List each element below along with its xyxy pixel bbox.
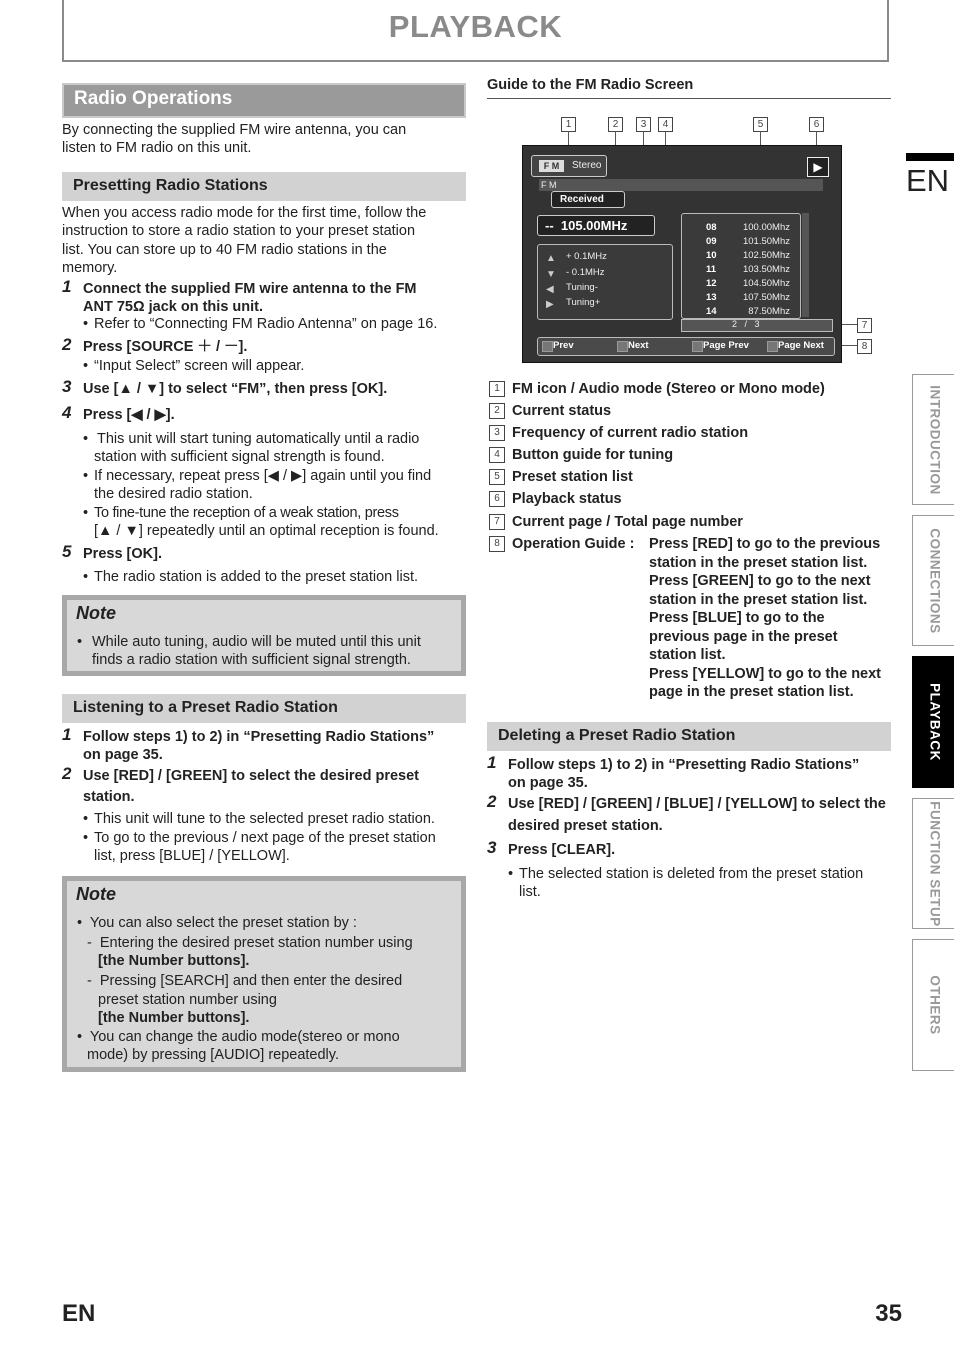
preset-number: 11 — [706, 264, 717, 275]
note-text: - Pressing [SEARCH] and then enter the desired — [87, 973, 403, 989]
legend-number: 7 — [489, 514, 505, 530]
op-guide-line: station list. — [649, 647, 726, 663]
left-arrow-icon: ◀ — [546, 284, 554, 295]
preset-number: 10 — [706, 250, 717, 261]
fm-radio-screen — [522, 145, 842, 363]
operation-guide-description — [649, 535, 881, 702]
legend-text: Frequency of current radio station — [512, 425, 749, 441]
tab-function-setup[interactable] — [912, 798, 954, 929]
bullet-text: To fine-tune the reception of a weak station, press — [94, 505, 399, 521]
blue-button-icon — [692, 341, 703, 352]
playback-status-icon: ▶ — [807, 157, 829, 177]
intro-line: list. You can store up to 40 FM radio stations in the — [62, 242, 387, 258]
preset-row[interactable] — [682, 275, 800, 289]
intro-line: memory. — [62, 260, 118, 276]
preset-number: 14 — [706, 306, 717, 317]
op-next[interactable]: Next — [628, 340, 649, 351]
down-arrow-icon: ▼ — [546, 269, 556, 280]
bullet-text: Refer to “Connecting FM Radio Antenna” on page 16. — [94, 316, 438, 332]
footer-language: EN — [62, 1300, 96, 1327]
op-guide-line: station in the preset station list. — [649, 554, 868, 571]
button-guide-text: - 0.1MHz — [566, 267, 605, 278]
divider — [487, 98, 891, 99]
step-text: Follow steps 1) to 2) in “Presetting Radio Stations” — [508, 757, 860, 773]
legend-text: Current page / Total page number — [512, 514, 743, 530]
legend-text: Playback status — [512, 491, 622, 507]
step-number: 1 — [62, 277, 72, 296]
op-prev[interactable]: Prev — [553, 340, 574, 351]
legend-number: 3 — [489, 425, 505, 441]
language-tab — [906, 153, 954, 161]
step-text: station. — [83, 789, 135, 805]
callout-7: 7 — [857, 318, 872, 333]
preset-row[interactable] — [682, 219, 800, 233]
op-guide-line: previous page in the preset — [649, 628, 838, 645]
bullet-text: “Input Select” screen will appear. — [94, 358, 305, 374]
bullet-text: list. — [519, 884, 541, 900]
tab-introduction[interactable] — [912, 374, 954, 505]
note-text: • You can change the audio mode(stereo or mono — [77, 1029, 400, 1045]
note-text: While auto tuning, audio will be muted until this unit — [92, 634, 421, 650]
bullet-text: If necessary, repeat press [◀ / ▶] again until you find — [94, 468, 432, 484]
legend-text: Current status — [512, 403, 612, 419]
legend-number: 2 — [489, 403, 505, 419]
callout-5: 5 — [753, 117, 768, 132]
legend-text: FM icon / Audio mode (Stereo or Mono mode) — [512, 381, 825, 397]
heading-text: Deleting a Preset Radio Station — [498, 727, 736, 744]
bullet-text: [▲ / ▼] repeatedly until an optimal reception is found. — [94, 523, 439, 539]
step-number: 3 — [487, 838, 497, 857]
intro-line: By connecting the supplied FM wire antenna, you can — [62, 122, 407, 138]
preset-frequency: 104.50Mhz — [742, 278, 790, 289]
step-number: 2 — [487, 792, 497, 811]
legend-number: 6 — [489, 491, 505, 507]
scrollbar[interactable] — [802, 213, 809, 317]
step-text: Press [CLEAR]. — [508, 842, 616, 858]
yellow-button-icon — [767, 341, 778, 352]
heading-text: Radio Operations — [74, 88, 233, 109]
bullet-text: The radio station is added to the preset station list. — [94, 569, 419, 585]
status-text: Received — [560, 194, 604, 205]
status-bar — [539, 179, 823, 191]
button-guide-text: Tuning- — [566, 282, 598, 293]
legend-number: 8 — [489, 536, 505, 552]
step-number: 1 — [62, 725, 72, 744]
op-guide-line: Press [RED] to go to the previous — [649, 536, 881, 552]
right-arrow-icon: ▶ — [546, 299, 554, 310]
step-number: 2 — [62, 335, 72, 354]
op-guide-line: Press [BLUE] to go to the — [649, 610, 825, 626]
preset-number: 08 — [706, 222, 717, 233]
step-text: Connect the supplied FM wire antenna to the FM — [83, 281, 417, 297]
step-text: Press [SOURCE ＋ / －]. — [83, 339, 248, 355]
step-text: Press [OK]. — [83, 546, 162, 562]
legend-text: Button guide for tuning — [512, 447, 674, 463]
preset-frequency: 103.50Mhz — [742, 264, 790, 275]
page-title: PLAYBACK — [388, 9, 563, 44]
note-text: • You can also select the preset station by : — [77, 915, 357, 931]
step-text: on page 35. — [508, 775, 588, 791]
intro-line: listen to FM radio on this unit. — [62, 140, 252, 156]
fm-mode-box — [531, 155, 607, 177]
note-title: Note — [76, 884, 116, 904]
preset-row[interactable] — [682, 247, 800, 261]
callout-2: 2 — [608, 117, 623, 132]
callout-3: 3 — [636, 117, 651, 132]
legend-text: Preset station list — [512, 469, 633, 485]
step-number: 5 — [62, 542, 72, 561]
red-button-icon — [542, 341, 553, 352]
legend-number: 4 — [489, 447, 505, 463]
bullet-text: station with sufficient signal strength is found. — [94, 449, 385, 465]
page-text: 2 / 3 — [732, 319, 760, 329]
note-text: preset station number using — [98, 992, 277, 1008]
preset-frequency: 87.50Mhz — [748, 306, 790, 317]
note-text: mode) by pressing [AUDIO] repeatedly. — [87, 1047, 339, 1063]
leader-line — [842, 345, 857, 346]
op-guide-line: station in the preset station list. — [649, 591, 868, 608]
tab-others[interactable] — [912, 939, 954, 1071]
preset-frequency: 101.50Mhz — [742, 236, 790, 247]
note-box — [62, 876, 466, 1072]
frequency-display — [537, 215, 655, 236]
callout-4: 4 — [658, 117, 673, 132]
section-title-radio-operations — [62, 83, 466, 118]
note-text: - Entering the desired preset station number using — [87, 935, 413, 951]
current-status — [551, 191, 625, 208]
audio-mode: Stereo — [572, 160, 602, 171]
preset-frequency: 102.50Mhz — [742, 250, 790, 261]
heading-text: Presetting Radio Stations — [73, 177, 268, 194]
step-text: on page 35. — [83, 747, 163, 763]
callout-6: 6 — [809, 117, 824, 132]
step-text: Follow steps 1) to 2) in “Presetting Radio Stations” — [83, 729, 435, 745]
preset-station-list — [681, 213, 801, 319]
intro-line: When you access radio mode for the first time, follow the — [62, 205, 427, 221]
bullet-text: This unit will start tuning automatically until a radio — [97, 431, 420, 447]
op-guide-line: Press [GREEN] to go to the next — [649, 573, 871, 589]
step-text: ANT 75Ω jack on this unit. — [83, 299, 264, 315]
op-page-next[interactable]: Page Next — [778, 340, 824, 351]
note-text: [the Number buttons]. — [98, 953, 250, 969]
heading-text: Listening to a Preset Radio Station — [73, 699, 338, 716]
step-text: Press [◀ / ▶]. — [83, 407, 175, 423]
step-number: 3 — [62, 377, 72, 396]
note-title: Note — [76, 603, 116, 623]
legend-number: 5 — [489, 469, 505, 485]
fm-label-small: F M — [541, 180, 557, 190]
note-box: Note • While auto tuning, audio will be muted until this unit finds a radio station with sufficient signal strength. — [62, 595, 466, 676]
note-text: [the Number buttons]. — [98, 1010, 250, 1026]
bullet-text: To go to the previous / next page of the preset station — [94, 830, 436, 846]
callout-8: 8 — [857, 339, 872, 354]
step-text: Use [▲ / ▼] to select “FM”, then press [OK]. — [83, 381, 388, 397]
op-page-prev[interactable]: Page Prev — [703, 340, 749, 351]
preset-number: 12 — [706, 278, 717, 289]
section-title-listening — [62, 694, 466, 723]
preset-number: 09 — [706, 236, 717, 247]
step-text: Use [RED] / [GREEN] to select the desired preset — [83, 768, 419, 784]
step-number: 2 — [62, 764, 72, 783]
language-label: EN — [906, 163, 950, 198]
tab-label: INTRODUCTION — [926, 384, 942, 495]
note-text: finds a radio station with sufficient signal strength. — [92, 652, 411, 668]
preset-number: 13 — [706, 292, 717, 303]
step-number: 4 — [62, 403, 72, 422]
preset-row[interactable] — [682, 289, 800, 303]
op-guide-line: Press [YELLOW] to go to the next — [649, 665, 882, 682]
button-guide-text: Tuning+ — [566, 297, 601, 308]
tuning-button-guide — [537, 244, 673, 320]
tab-playback[interactable] — [912, 656, 954, 788]
tab-connections[interactable] — [912, 515, 954, 646]
tab-label: CONNECTIONS — [926, 527, 942, 634]
tab-label: FUNCTION SETUP — [926, 800, 942, 927]
legend-number: 1 — [489, 381, 505, 397]
preset-row[interactable] — [682, 233, 800, 247]
preset-frequency: 100.00Mhz — [742, 222, 790, 233]
op-guide-line: page in the preset station list. — [649, 684, 854, 700]
preset-frequency: 107.50Mhz — [742, 292, 790, 303]
up-arrow-icon: ▲ — [546, 253, 556, 264]
step-number: 1 — [487, 753, 497, 772]
operation-guide-bar — [537, 337, 835, 356]
bullet-text: list, press [BLUE] / [YELLOW]. — [94, 848, 290, 864]
step-text: desired preset station. — [508, 818, 663, 834]
callout-1: 1 — [561, 117, 576, 132]
green-button-icon — [617, 341, 628, 352]
section-title-presetting — [62, 172, 466, 201]
bullet-text: The selected station is deleted from the preset station — [519, 866, 864, 882]
step-text: Use [RED] / [GREEN] / [BLUE] / [YELLOW] to select the — [508, 796, 886, 812]
tab-label: PLAYBACK — [926, 683, 942, 761]
bullet-text: This unit will tune to the selected preset radio station. — [94, 811, 435, 827]
guide-title: Guide to the FM Radio Screen — [487, 77, 694, 93]
frequency-text: -- 105.00MHz — [545, 218, 628, 233]
tab-label: OTHERS — [926, 975, 942, 1035]
legend-text: Operation Guide : — [512, 536, 635, 552]
bullet-text: the desired radio station. — [94, 486, 253, 502]
preset-row[interactable] — [682, 261, 800, 275]
page-number: 35 — [875, 1300, 902, 1327]
page-indicator — [681, 319, 833, 332]
intro-line: instruction to store a radio station to your preset station — [62, 223, 416, 239]
fm-icon: F M — [539, 160, 564, 172]
button-guide-text: + 0.1MHz — [566, 251, 607, 262]
preset-row[interactable] — [682, 303, 800, 317]
page-header — [62, 0, 889, 62]
section-title-deleting — [487, 722, 891, 751]
